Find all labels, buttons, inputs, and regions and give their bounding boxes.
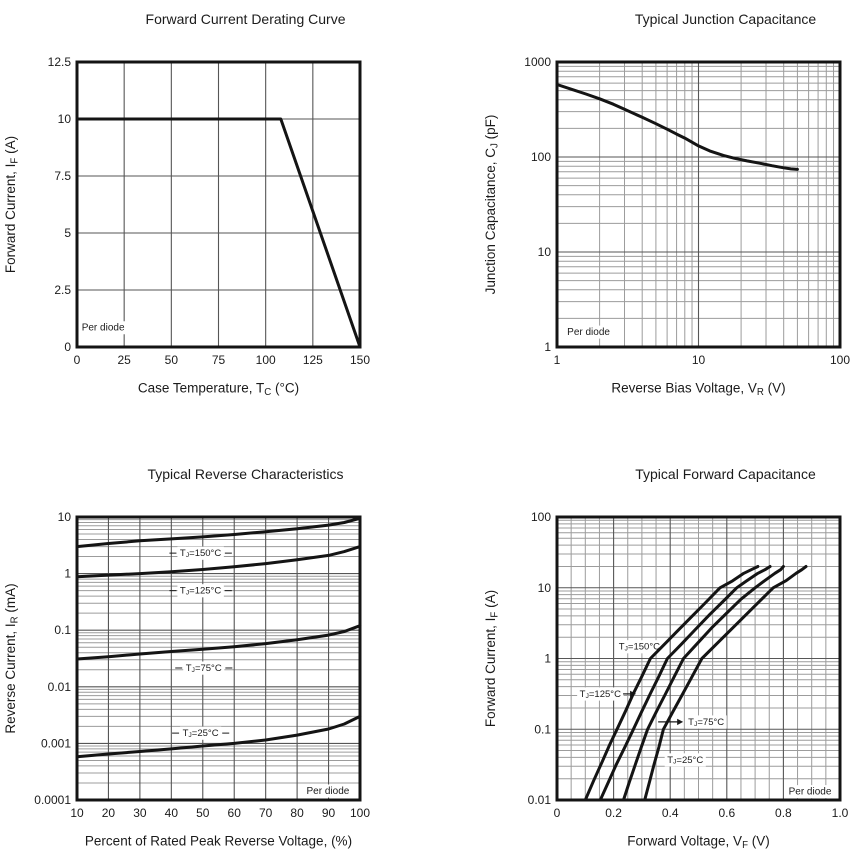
per-diode-note: Per diode	[567, 326, 610, 338]
x-tick-label: 0.4	[661, 806, 679, 820]
curve-label-tj125: TJ=125°C	[579, 688, 621, 700]
y-tick-label: 10	[537, 245, 551, 259]
x-axis-label: Percent of Rated Peak Reverse Voltage, (%)	[84, 833, 353, 849]
chart-junction-capacitance	[483, 11, 850, 398]
y-tick-label: 0.1	[54, 623, 71, 638]
curve-label-tj75: TJ=75°C	[185, 662, 222, 674]
per-diode-note: Per diode	[81, 322, 125, 334]
curve-label-tj150: TJ=150°C	[179, 547, 222, 559]
x-tick-label: 10	[70, 806, 84, 820]
y-axis-label: Junction Capacitance, $C_J$ (pF)	[483, 114, 501, 295]
x-tick-label: 75	[211, 353, 226, 367]
y-tick-label: 1	[64, 566, 71, 581]
y-tick-label: 0.1	[534, 722, 551, 737]
x-tick-label: 80	[290, 806, 304, 820]
annotations	[169, 547, 352, 798]
x-axis-label: Reverse Bias Voltage, $V_R$ (V)	[611, 380, 786, 399]
curve-label-tj75: TJ=75°C	[688, 716, 725, 728]
curve-label-tj25: TJ=25°C	[182, 727, 219, 739]
y-axis-label: Forward Current, $I_F$ (A)	[3, 135, 21, 274]
x-tick-label: 0	[73, 353, 81, 367]
x-tick-label: 100	[829, 353, 851, 367]
chart-title: Typical Junction Capacitance	[634, 11, 817, 27]
y-axis-label: Reverse Current, $I_R$ (mA)	[3, 583, 21, 734]
x-tick-label: 0.2	[605, 806, 622, 820]
y-tick-label: 100	[530, 150, 551, 164]
curve-label-tj125: TJ=125°C	[179, 585, 222, 597]
y-tick-label: 0.001	[40, 736, 71, 751]
y-tick-label: 2.5	[54, 283, 71, 297]
y-tick-label: 0	[64, 340, 71, 354]
chart-reverse-characteristics	[3, 466, 370, 849]
annotations	[565, 326, 613, 339]
y-tick-label: 100	[530, 510, 551, 524]
x-tick-label: 125	[302, 353, 323, 367]
x-tick-label: 25	[117, 353, 131, 367]
x-axis-label: Case Temperature, $T_C$ (°C)	[137, 380, 300, 399]
x-tick-label: 1.0	[831, 806, 849, 820]
y-tick-label: 10	[57, 510, 71, 524]
x-tick-label: 1	[553, 353, 561, 367]
x-tick-label: 20	[101, 806, 116, 820]
grid	[557, 62, 840, 347]
annotations	[79, 321, 127, 334]
y-tick-label: 0.01	[47, 679, 71, 694]
x-axis-label: Forward Voltage, $V_F$ (V)	[627, 833, 770, 852]
x-tick-label: 0	[553, 806, 561, 820]
x-tick-label: 100	[255, 353, 276, 367]
y-tick-label: 10	[57, 112, 71, 126]
x-tick-label: 60	[227, 806, 241, 820]
y-tick-label: 1	[544, 340, 551, 354]
chart-title: Typical Forward Capacitance	[635, 466, 816, 482]
x-tick-label: 90	[321, 806, 336, 820]
grid	[77, 62, 360, 347]
x-tick-label: 10	[691, 353, 706, 367]
y-tick-label: 1000	[524, 55, 551, 69]
y-tick-label: 1	[544, 651, 551, 666]
x-tick-label: 0.6	[718, 806, 736, 820]
y-tick-label: 10	[537, 580, 551, 595]
x-tick-label: 50	[196, 806, 210, 820]
y-tick-label: 5	[64, 226, 71, 240]
annotations	[577, 640, 834, 798]
per-diode-note: Per diode	[306, 785, 350, 797]
y-tick-label: 0.01	[527, 793, 551, 807]
curve-label-tj25: TJ=25°C	[667, 754, 704, 766]
x-tick-label: 50	[164, 353, 179, 367]
x-tick-label: 30	[133, 806, 147, 820]
y-tick-label: 0.0001	[34, 793, 71, 807]
tick-labels	[524, 55, 850, 367]
x-tick-label: 70	[258, 806, 273, 820]
curve-label-tj150: TJ=150°C	[618, 641, 660, 653]
per-diode-note: Per diode	[788, 786, 832, 798]
chart-title: Typical Reverse Characteristics	[147, 466, 344, 482]
x-tick-label: 40	[164, 806, 179, 820]
x-tick-label: 0.8	[775, 806, 792, 820]
x-tick-label: 100	[349, 806, 371, 820]
y-tick-label: 7.5	[54, 169, 71, 183]
x-tick-label: 150	[349, 353, 371, 367]
y-axis-label: Forward Current, $I_F$ (A)	[483, 589, 501, 728]
chart-forward-capacitance	[483, 466, 849, 851]
label-arrowhead	[677, 719, 683, 725]
tick-labels	[48, 55, 371, 367]
y-tick-label: 12.5	[47, 55, 71, 69]
chart-forward-current-derating	[3, 11, 370, 398]
chart-title: Forward Current Derating Curve	[145, 11, 346, 27]
